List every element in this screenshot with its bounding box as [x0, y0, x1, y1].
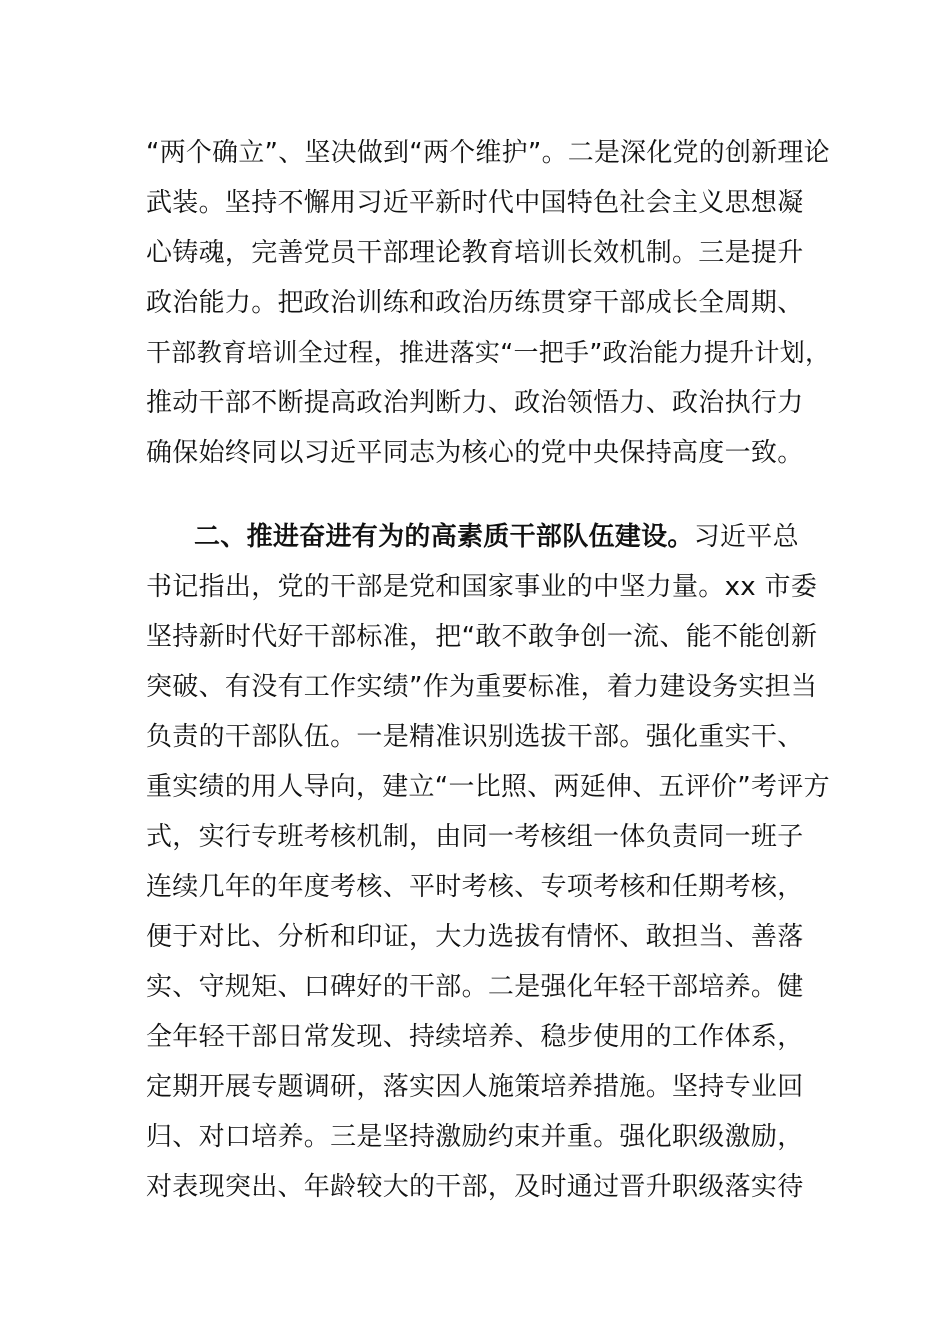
paragraph-2-line: 重实绩的用人导向，建立“一比照、两延伸、五评价”考评方	[146, 772, 830, 802]
paragraph-2-line: 定期开展专题调研，落实因人施策培养措施。坚持专业回	[146, 1072, 804, 1102]
paragraph-1-line: 干部教育培训全过程，推进落实“一把手”政治能力提升计划，	[146, 338, 831, 367]
paragraph-2-line: 实、守规矩、口碑好的干部。二是强化年轻干部培养。健	[146, 972, 804, 1002]
paragraph-1-line: 心铸魂，完善党员干部理论教育培训长效机制。三是提升	[146, 238, 804, 268]
paragraph-2-line: 式，实行专班考核机制，由同一考核组一体负责同一班子	[146, 822, 804, 852]
paragraph-2-line: 全年轻干部日常发现、持续培养、稳步使用的工作体系，	[146, 1022, 804, 1052]
paragraph-1-line: 确保始终同以习近平同志为核心的党中央保持高度一致。	[146, 438, 804, 468]
paragraph-2-first-line	[194, 520, 799, 554]
paragraph-2-line: 突破、有没有工作实绩”作为重要标准，着力建设务实担当	[146, 672, 818, 702]
paragraph-1-line: 推动干部不断提高政治判断力、政治领悟力、政治执行力	[146, 388, 804, 418]
paragraph-2-line: 负责的干部队伍。一是精准识别选拔干部。强化重实干、	[146, 722, 804, 752]
paragraph-2-line: 归、对口培养。三是坚持激励约束并重。强化职级激励，	[146, 1122, 804, 1152]
paragraph-1-line: 政治能力。把政治训练和政治历练贯穿干部成长全周期、	[146, 288, 804, 318]
paragraph-2-line: 连续几年的年度考核、平时考核、专项考核和任期考核，	[146, 872, 804, 902]
paragraph-1-line: “两个确立”、坚决做到“两个维护”。二是深化党的创新理论	[146, 138, 830, 168]
section-heading: 二、推进奋进有为的高素质干部队伍建设。	[194, 522, 694, 552]
paragraph-2-line: 便于对比、分析和印证，大力选拔有情怀、敢担当、善落	[146, 922, 804, 952]
paragraph-2-first-line-text: 习近平总	[693, 522, 799, 552]
paragraph-2-line: 书记指出，党的干部是党和国家事业的中坚力量。xx 市委	[146, 572, 818, 602]
paragraph-2-line: 对表现突出、年龄较大的干部，及时通过晋升职级落实待	[146, 1172, 804, 1202]
paragraph-1-line: 武装。坚持不懈用习近平新时代中国特色社会主义思想凝	[146, 188, 804, 218]
paragraph-2-line: 坚持新时代好干部标准，把“敢不敢争创一流、能不能创新	[146, 622, 818, 652]
